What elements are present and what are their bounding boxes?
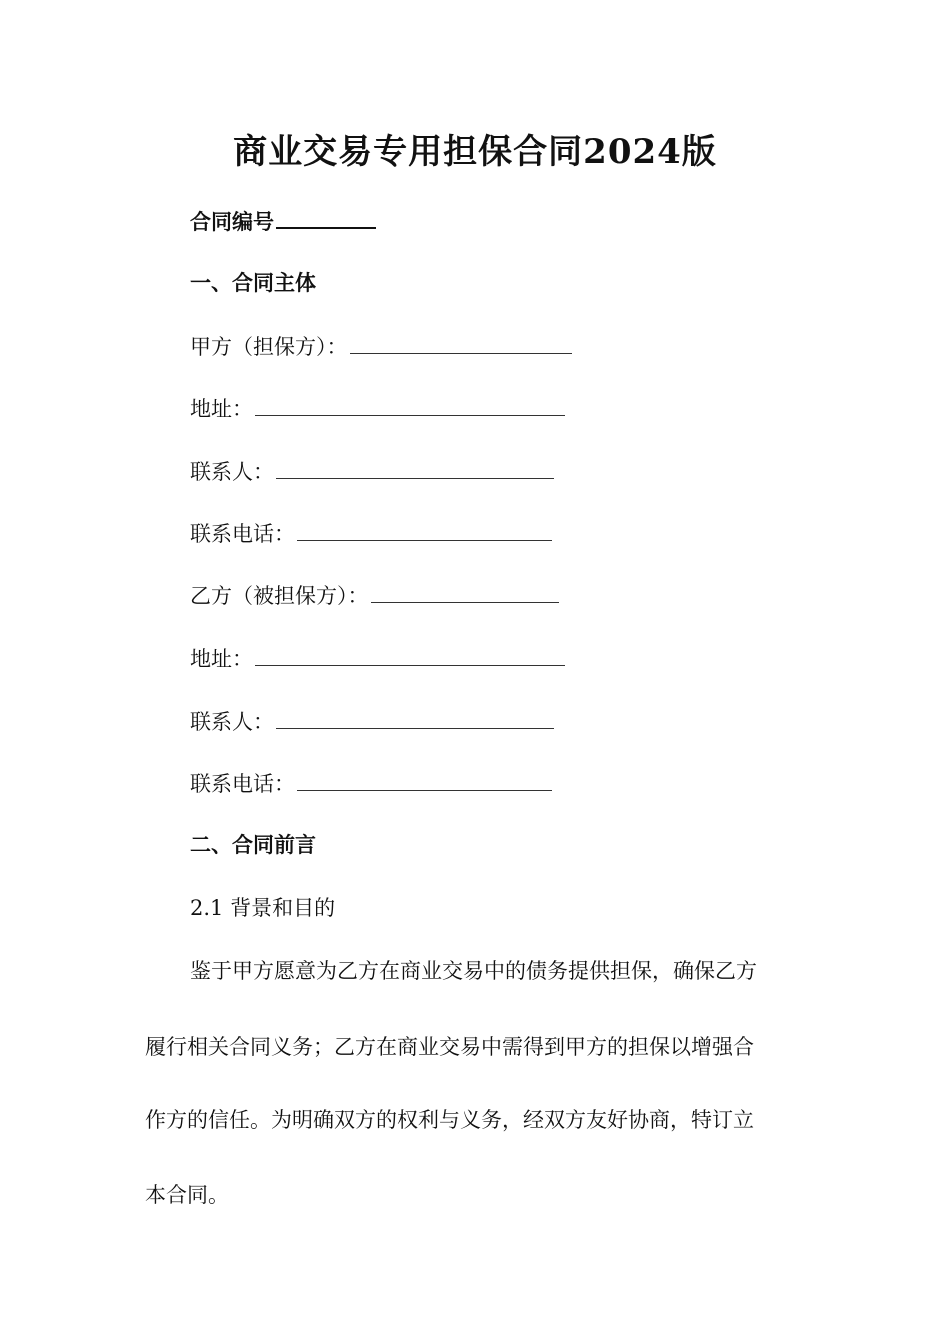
section-1-heading: 一、合同主体	[190, 270, 316, 295]
party-a-contact-label: 联系人：	[190, 460, 274, 484]
preamble-line-2: 履行相关合同义务；乙方在商业交易中需得到甲方的担保以增强合	[145, 1035, 754, 1059]
document-title: 商业交易专用担保合同2024版	[233, 132, 717, 172]
party-b-contact-blank[interactable]	[276, 706, 554, 729]
contract-number-line	[190, 205, 376, 237]
preamble-line-1: 鉴于甲方愿意为乙方在商业交易中的债务提供担保，确保乙方	[190, 959, 757, 983]
preamble-line-4: 本合同。	[145, 1183, 229, 1207]
party-a-phone-line	[190, 518, 552, 549]
party-a-line	[190, 331, 572, 362]
party-a-contact-blank[interactable]	[276, 456, 554, 479]
party-a-address-line	[190, 393, 565, 424]
party-a-address-label: 地址：	[190, 397, 253, 421]
party-a-phone-blank[interactable]	[297, 518, 552, 541]
party-b-line	[190, 580, 559, 611]
party-a-blank[interactable]	[350, 331, 572, 354]
party-b-blank[interactable]	[371, 580, 559, 603]
subsection-2-1-heading: 2.1 背景和目的	[190, 896, 336, 920]
party-b-phone-label: 联系电话：	[190, 772, 295, 796]
section-2-heading: 二、合同前言	[190, 832, 316, 857]
party-b-contact-line	[190, 706, 554, 737]
party-b-address-line	[190, 643, 565, 674]
party-b-address-label: 地址：	[190, 647, 253, 671]
party-b-phone-blank[interactable]	[297, 768, 552, 791]
party-a-contact-line	[190, 456, 554, 487]
party-a-label: 甲方（担保方）：	[190, 335, 348, 359]
party-b-address-blank[interactable]	[255, 643, 565, 666]
party-a-address-blank[interactable]	[255, 393, 565, 416]
party-a-phone-label: 联系电话：	[190, 522, 295, 546]
contract-number-label: 合同编号	[190, 209, 274, 234]
party-b-contact-label: 联系人：	[190, 710, 274, 734]
party-b-label: 乙方（被担保方）：	[190, 584, 369, 608]
contract-number-blank[interactable]	[276, 205, 376, 229]
preamble-line-3: 作方的信任。为明确双方的权利与义务，经双方友好协商，特订立	[145, 1108, 754, 1132]
party-b-phone-line	[190, 768, 552, 799]
